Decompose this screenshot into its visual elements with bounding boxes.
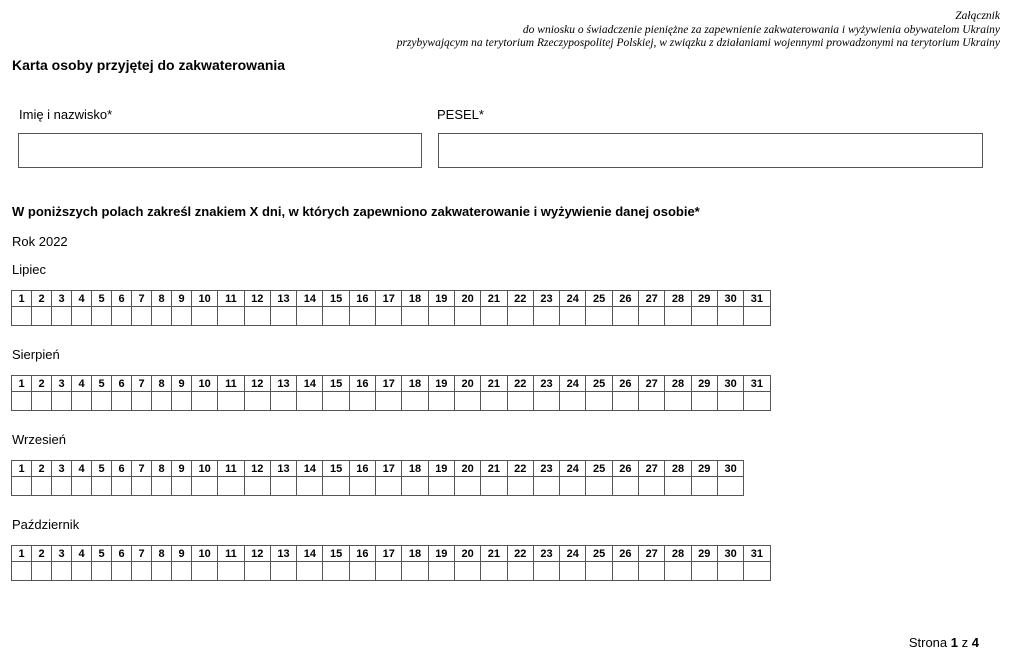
day-number-cell: 3 bbox=[52, 376, 72, 392]
day-mark-cell[interactable] bbox=[376, 562, 402, 581]
day-number-cell: 24 bbox=[560, 461, 586, 477]
day-number-cell: 14 bbox=[297, 291, 323, 307]
day-number-cell: 5 bbox=[92, 291, 112, 307]
month-label: Lipiec bbox=[12, 262, 46, 277]
day-number-cell: 29 bbox=[691, 546, 717, 562]
month-label: Wrzesień bbox=[12, 432, 66, 447]
day-mark-cell[interactable] bbox=[428, 477, 454, 496]
day-number-cell: 13 bbox=[270, 461, 296, 477]
day-number-cell: 24 bbox=[560, 546, 586, 562]
day-number-cell: 4 bbox=[72, 461, 92, 477]
day-number-cell: 4 bbox=[72, 376, 92, 392]
day-mark-cell[interactable] bbox=[12, 562, 32, 581]
day-mark-cell[interactable] bbox=[172, 477, 192, 496]
day-number-cell: 15 bbox=[323, 376, 349, 392]
day-mark-cell[interactable] bbox=[152, 562, 172, 581]
day-number-cell: 22 bbox=[507, 376, 533, 392]
day-number-cell: 22 bbox=[507, 291, 533, 307]
day-mark-cell[interactable] bbox=[744, 392, 770, 411]
day-number-row bbox=[12, 291, 771, 307]
day-number-cell: 13 bbox=[270, 546, 296, 562]
day-number-cell: 16 bbox=[349, 291, 375, 307]
day-number-cell: 19 bbox=[428, 461, 454, 477]
day-mark-cell[interactable] bbox=[612, 477, 638, 496]
day-number-cell: 10 bbox=[192, 461, 218, 477]
day-number-cell: 24 bbox=[560, 376, 586, 392]
day-mark-cell[interactable] bbox=[612, 307, 638, 326]
day-number-cell: 28 bbox=[665, 546, 691, 562]
day-mark-cell[interactable] bbox=[172, 392, 192, 411]
day-mark-cell[interactable] bbox=[665, 307, 691, 326]
day-number-cell: 7 bbox=[132, 291, 152, 307]
day-mark-cell[interactable] bbox=[691, 307, 717, 326]
day-mark-cell[interactable] bbox=[72, 477, 92, 496]
day-number-cell: 12 bbox=[244, 461, 270, 477]
day-number-cell: 1 bbox=[12, 291, 32, 307]
day-mark-cell[interactable] bbox=[586, 392, 612, 411]
day-mark-cell[interactable] bbox=[192, 392, 218, 411]
day-mark-cell[interactable] bbox=[612, 562, 638, 581]
day-number-cell: 19 bbox=[428, 291, 454, 307]
day-number-cell: 9 bbox=[172, 291, 192, 307]
day-number-cell: 21 bbox=[481, 546, 507, 562]
day-mark-cell[interactable] bbox=[32, 392, 52, 411]
day-number-cell: 25 bbox=[586, 546, 612, 562]
day-mark-cell[interactable] bbox=[665, 562, 691, 581]
day-number-cell: 7 bbox=[132, 461, 152, 477]
day-mark-cell[interactable] bbox=[52, 392, 72, 411]
day-mark-cell[interactable] bbox=[270, 307, 296, 326]
day-mark-cell[interactable] bbox=[507, 562, 533, 581]
day-number-cell: 27 bbox=[639, 546, 665, 562]
day-mark-cell[interactable] bbox=[192, 307, 218, 326]
day-number-cell: 17 bbox=[376, 546, 402, 562]
day-number-cell: 11 bbox=[218, 461, 244, 477]
day-number-cell: 30 bbox=[717, 291, 743, 307]
day-mark-cell[interactable] bbox=[481, 307, 507, 326]
day-mark-cell[interactable] bbox=[218, 392, 244, 411]
day-mark-cell[interactable] bbox=[507, 392, 533, 411]
day-mark-cell[interactable] bbox=[586, 562, 612, 581]
day-number-cell: 31 bbox=[744, 546, 770, 562]
day-number-cell: 23 bbox=[533, 291, 559, 307]
day-mark-cell[interactable] bbox=[323, 477, 349, 496]
day-mark-cell[interactable] bbox=[428, 307, 454, 326]
day-mark-cell[interactable] bbox=[112, 307, 132, 326]
day-number-cell: 18 bbox=[402, 376, 428, 392]
day-mark-cell[interactable] bbox=[270, 477, 296, 496]
day-number-cell: 22 bbox=[507, 461, 533, 477]
day-mark-row bbox=[12, 392, 771, 411]
day-number-cell: 27 bbox=[639, 461, 665, 477]
day-mark-cell[interactable] bbox=[454, 477, 480, 496]
day-mark-cell[interactable] bbox=[665, 392, 691, 411]
day-number-row bbox=[12, 376, 771, 392]
day-mark-cell[interactable] bbox=[92, 562, 112, 581]
day-number-cell: 21 bbox=[481, 461, 507, 477]
day-number-cell: 6 bbox=[112, 461, 132, 477]
day-number-cell: 25 bbox=[586, 291, 612, 307]
day-number-cell: 23 bbox=[533, 546, 559, 562]
page-number bbox=[909, 635, 979, 650]
day-number-cell: 18 bbox=[402, 461, 428, 477]
day-mark-cell[interactable] bbox=[533, 477, 559, 496]
day-number-cell: 8 bbox=[152, 376, 172, 392]
day-mark-cell[interactable] bbox=[717, 477, 743, 496]
day-mark-cell[interactable] bbox=[323, 562, 349, 581]
name-label: Imię i nazwisko* bbox=[19, 107, 113, 122]
day-mark-cell[interactable] bbox=[32, 562, 52, 581]
day-mark-cell[interactable] bbox=[32, 307, 52, 326]
day-number-cell: 13 bbox=[270, 291, 296, 307]
day-mark-cell[interactable] bbox=[639, 562, 665, 581]
day-number-cell: 20 bbox=[454, 376, 480, 392]
header-line-3: przybywającym na terytorium Rzeczypospolitej Polskiej, w związku z działaniami wojennymi prowadzonymi na terytorium Ukrainy bbox=[396, 37, 1000, 49]
day-number-cell: 11 bbox=[218, 291, 244, 307]
day-number-cell: 27 bbox=[639, 291, 665, 307]
day-number-cell: 9 bbox=[172, 461, 192, 477]
day-number-cell: 10 bbox=[192, 376, 218, 392]
day-mark-cell[interactable] bbox=[717, 392, 743, 411]
day-mark-cell[interactable] bbox=[428, 392, 454, 411]
day-mark-cell[interactable] bbox=[132, 392, 152, 411]
day-mark-cell[interactable] bbox=[244, 392, 270, 411]
day-number-cell: 25 bbox=[586, 376, 612, 392]
day-mark-cell[interactable] bbox=[192, 562, 218, 581]
day-mark-cell[interactable] bbox=[72, 562, 92, 581]
page-title: Karta osoby przyjętej do zakwaterowania bbox=[12, 57, 286, 73]
day-number-cell: 11 bbox=[218, 546, 244, 562]
day-mark-cell[interactable] bbox=[639, 392, 665, 411]
day-number-cell: 16 bbox=[349, 546, 375, 562]
day-mark-cell[interactable] bbox=[454, 392, 480, 411]
day-number-cell: 29 bbox=[691, 376, 717, 392]
day-number-cell: 20 bbox=[454, 546, 480, 562]
day-mark-cell[interactable] bbox=[481, 562, 507, 581]
month-label: Sierpień bbox=[12, 347, 60, 362]
day-mark-cell[interactable] bbox=[717, 562, 743, 581]
attachment-header bbox=[320, 10, 1000, 51]
day-mark-cell[interactable] bbox=[349, 307, 375, 326]
day-number-cell: 28 bbox=[665, 291, 691, 307]
day-mark-cell[interactable] bbox=[112, 562, 132, 581]
day-mark-cell[interactable] bbox=[270, 392, 296, 411]
day-number-cell: 26 bbox=[612, 376, 638, 392]
day-number-cell: 26 bbox=[612, 546, 638, 562]
day-number-cell: 1 bbox=[12, 546, 32, 562]
day-number-cell: 18 bbox=[402, 291, 428, 307]
day-mark-cell[interactable] bbox=[533, 392, 559, 411]
day-number-row bbox=[12, 461, 744, 477]
day-number-cell: 25 bbox=[586, 461, 612, 477]
day-number-cell: 6 bbox=[112, 546, 132, 562]
day-mark-cell[interactable] bbox=[402, 562, 428, 581]
day-number-cell: 30 bbox=[717, 376, 743, 392]
day-mark-cell[interactable] bbox=[192, 477, 218, 496]
day-number-cell: 21 bbox=[481, 291, 507, 307]
day-number-cell: 14 bbox=[297, 461, 323, 477]
day-mark-row bbox=[12, 307, 771, 326]
day-mark-cell[interactable] bbox=[72, 307, 92, 326]
day-number-cell: 5 bbox=[92, 546, 112, 562]
day-number-cell: 29 bbox=[691, 461, 717, 477]
day-mark-cell[interactable] bbox=[132, 477, 152, 496]
day-number-cell: 10 bbox=[192, 546, 218, 562]
day-number-cell: 14 bbox=[297, 546, 323, 562]
day-mark-cell[interactable] bbox=[12, 477, 32, 496]
day-number-cell: 22 bbox=[507, 546, 533, 562]
day-mark-cell[interactable] bbox=[323, 307, 349, 326]
day-number-cell: 9 bbox=[172, 376, 192, 392]
day-number-row bbox=[12, 546, 771, 562]
day-number-cell: 10 bbox=[192, 291, 218, 307]
day-mark-cell[interactable] bbox=[586, 307, 612, 326]
day-mark-cell[interactable] bbox=[454, 562, 480, 581]
day-mark-cell[interactable] bbox=[717, 307, 743, 326]
day-number-cell: 12 bbox=[244, 291, 270, 307]
day-number-cell: 8 bbox=[152, 461, 172, 477]
day-mark-cell[interactable] bbox=[507, 307, 533, 326]
month-day-grid bbox=[11, 290, 771, 326]
day-mark-cell[interactable] bbox=[72, 392, 92, 411]
day-mark-cell[interactable] bbox=[92, 392, 112, 411]
day-number-cell: 1 bbox=[12, 461, 32, 477]
pesel-field[interactable] bbox=[438, 133, 983, 168]
day-number-cell: 15 bbox=[323, 291, 349, 307]
day-mark-cell[interactable] bbox=[533, 307, 559, 326]
day-number-cell: 28 bbox=[665, 376, 691, 392]
day-mark-cell[interactable] bbox=[297, 307, 323, 326]
day-mark-cell[interactable] bbox=[349, 477, 375, 496]
day-number-cell: 8 bbox=[152, 291, 172, 307]
day-mark-cell[interactable] bbox=[376, 477, 402, 496]
day-mark-cell[interactable] bbox=[52, 562, 72, 581]
day-number-cell: 5 bbox=[92, 376, 112, 392]
page-current: 1 bbox=[950, 635, 959, 650]
day-mark-cell[interactable] bbox=[52, 477, 72, 496]
day-number-cell: 23 bbox=[533, 461, 559, 477]
day-mark-cell[interactable] bbox=[52, 307, 72, 326]
day-number-cell: 5 bbox=[92, 461, 112, 477]
day-mark-cell[interactable] bbox=[12, 307, 32, 326]
day-number-cell: 20 bbox=[454, 461, 480, 477]
day-mark-cell[interactable] bbox=[402, 392, 428, 411]
day-mark-cell[interactable] bbox=[533, 562, 559, 581]
day-mark-cell[interactable] bbox=[349, 562, 375, 581]
day-mark-row bbox=[12, 477, 744, 496]
day-number-cell: 18 bbox=[402, 546, 428, 562]
day-mark-cell[interactable] bbox=[560, 307, 586, 326]
day-mark-cell[interactable] bbox=[586, 477, 612, 496]
day-mark-cell[interactable] bbox=[297, 477, 323, 496]
day-number-cell: 28 bbox=[665, 461, 691, 477]
day-mark-cell[interactable] bbox=[376, 392, 402, 411]
day-number-cell: 21 bbox=[481, 376, 507, 392]
day-number-cell: 12 bbox=[244, 376, 270, 392]
day-mark-cell[interactable] bbox=[402, 477, 428, 496]
instruction-text: W poniższych polach zakreśl znakiem X dni, w których zapewniono zakwaterowanie i wyżywienie danej osobie* bbox=[12, 204, 700, 219]
day-mark-cell[interactable] bbox=[639, 477, 665, 496]
month-day-grid bbox=[11, 375, 771, 411]
day-mark-cell[interactable] bbox=[244, 307, 270, 326]
day-mark-cell[interactable] bbox=[507, 477, 533, 496]
day-mark-cell[interactable] bbox=[112, 392, 132, 411]
day-number-cell: 3 bbox=[52, 461, 72, 477]
day-number-cell: 16 bbox=[349, 376, 375, 392]
day-number-cell: 30 bbox=[717, 461, 743, 477]
day-mark-cell[interactable] bbox=[691, 392, 717, 411]
header-line-1: Załącznik bbox=[955, 10, 1000, 22]
day-number-cell: 4 bbox=[72, 546, 92, 562]
day-mark-cell[interactable] bbox=[560, 392, 586, 411]
day-mark-cell[interactable] bbox=[560, 477, 586, 496]
day-mark-cell[interactable] bbox=[152, 392, 172, 411]
day-mark-cell[interactable] bbox=[244, 562, 270, 581]
day-mark-cell[interactable] bbox=[402, 307, 428, 326]
day-mark-cell[interactable] bbox=[349, 392, 375, 411]
year-label: Rok 2022 bbox=[12, 234, 68, 249]
day-mark-cell[interactable] bbox=[454, 307, 480, 326]
day-mark-cell[interactable] bbox=[665, 477, 691, 496]
day-number-cell: 29 bbox=[691, 291, 717, 307]
day-number-cell: 3 bbox=[52, 546, 72, 562]
day-number-cell: 13 bbox=[270, 376, 296, 392]
day-mark-cell[interactable] bbox=[12, 392, 32, 411]
day-mark-cell[interactable] bbox=[132, 307, 152, 326]
name-field[interactable] bbox=[18, 133, 422, 168]
day-mark-cell[interactable] bbox=[639, 307, 665, 326]
day-number-cell: 2 bbox=[32, 546, 52, 562]
day-number-cell: 2 bbox=[32, 461, 52, 477]
day-mark-cell[interactable] bbox=[92, 307, 112, 326]
day-number-cell: 8 bbox=[152, 546, 172, 562]
day-number-cell: 17 bbox=[376, 291, 402, 307]
day-number-cell: 2 bbox=[32, 291, 52, 307]
day-number-cell: 30 bbox=[717, 546, 743, 562]
day-number-cell: 11 bbox=[218, 376, 244, 392]
day-number-cell: 2 bbox=[32, 376, 52, 392]
day-mark-cell[interactable] bbox=[744, 562, 770, 581]
day-mark-cell[interactable] bbox=[744, 307, 770, 326]
day-number-cell: 24 bbox=[560, 291, 586, 307]
day-number-cell: 15 bbox=[323, 546, 349, 562]
day-mark-cell[interactable] bbox=[691, 562, 717, 581]
day-mark-cell[interactable] bbox=[270, 562, 296, 581]
day-number-cell: 6 bbox=[112, 291, 132, 307]
day-number-cell: 9 bbox=[172, 546, 192, 562]
day-number-cell: 26 bbox=[612, 461, 638, 477]
page-sep: z bbox=[961, 635, 969, 650]
day-mark-cell[interactable] bbox=[218, 307, 244, 326]
day-mark-cell[interactable] bbox=[376, 307, 402, 326]
day-mark-row bbox=[12, 562, 771, 581]
day-number-cell: 17 bbox=[376, 376, 402, 392]
day-number-cell: 14 bbox=[297, 376, 323, 392]
day-mark-cell[interactable] bbox=[428, 562, 454, 581]
day-number-cell: 1 bbox=[12, 376, 32, 392]
day-number-cell: 12 bbox=[244, 546, 270, 562]
day-mark-cell[interactable] bbox=[481, 392, 507, 411]
day-number-cell: 17 bbox=[376, 461, 402, 477]
day-mark-cell[interactable] bbox=[244, 477, 270, 496]
day-number-cell: 23 bbox=[533, 376, 559, 392]
day-number-cell: 7 bbox=[132, 376, 152, 392]
day-mark-cell[interactable] bbox=[612, 392, 638, 411]
day-mark-cell[interactable] bbox=[297, 392, 323, 411]
day-mark-cell[interactable] bbox=[152, 307, 172, 326]
day-number-cell: 15 bbox=[323, 461, 349, 477]
month-day-grid bbox=[11, 545, 771, 581]
day-mark-cell[interactable] bbox=[152, 477, 172, 496]
day-mark-cell[interactable] bbox=[560, 562, 586, 581]
page-total: 4 bbox=[971, 635, 979, 650]
day-mark-cell[interactable] bbox=[112, 477, 132, 496]
month-label: Październik bbox=[12, 517, 80, 532]
day-number-cell: 19 bbox=[428, 376, 454, 392]
page-word: Strona bbox=[908, 635, 948, 650]
day-mark-cell[interactable] bbox=[297, 562, 323, 581]
day-mark-cell[interactable] bbox=[172, 307, 192, 326]
day-number-cell: 27 bbox=[639, 376, 665, 392]
day-mark-cell[interactable] bbox=[218, 477, 244, 496]
day-number-cell: 26 bbox=[612, 291, 638, 307]
day-mark-cell[interactable] bbox=[32, 477, 52, 496]
day-mark-cell[interactable] bbox=[691, 477, 717, 496]
month-day-grid bbox=[11, 460, 744, 496]
day-number-cell: 7 bbox=[132, 546, 152, 562]
day-mark-cell[interactable] bbox=[92, 477, 112, 496]
day-number-cell: 31 bbox=[744, 291, 770, 307]
day-number-cell: 4 bbox=[72, 291, 92, 307]
pesel-label: PESEL* bbox=[437, 107, 484, 122]
day-number-cell: 19 bbox=[428, 546, 454, 562]
day-mark-cell[interactable] bbox=[172, 562, 192, 581]
day-number-cell: 16 bbox=[349, 461, 375, 477]
day-mark-cell[interactable] bbox=[481, 477, 507, 496]
day-number-cell: 6 bbox=[112, 376, 132, 392]
day-number-cell: 20 bbox=[454, 291, 480, 307]
day-mark-cell[interactable] bbox=[218, 562, 244, 581]
day-mark-cell[interactable] bbox=[323, 392, 349, 411]
day-number-cell: 3 bbox=[52, 291, 72, 307]
day-number-cell: 31 bbox=[744, 376, 770, 392]
day-mark-cell[interactable] bbox=[132, 562, 152, 581]
header-line-2: do wniosku o świadczenie pieniężne za zapewnienie zakwaterowania i wyżywienia obywatelom Ukrainy bbox=[522, 23, 1000, 36]
